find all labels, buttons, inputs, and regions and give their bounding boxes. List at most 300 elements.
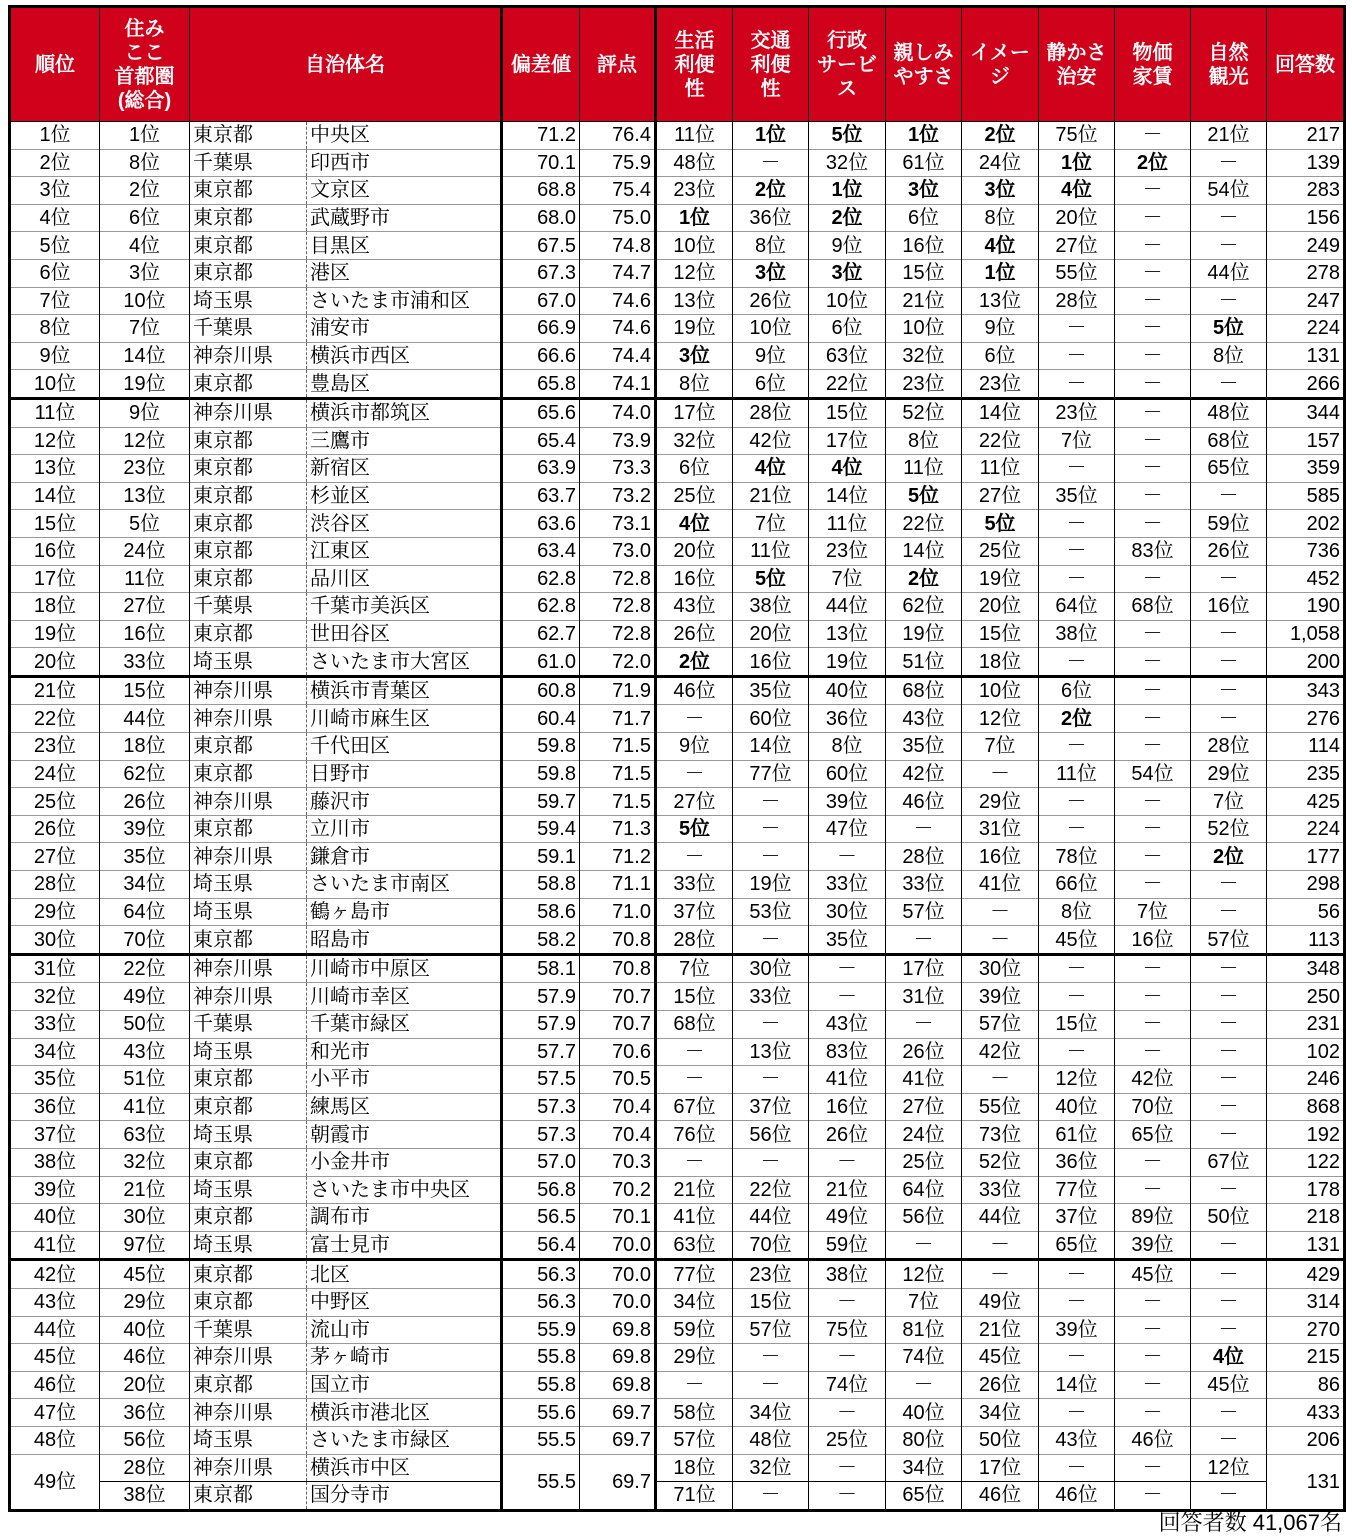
cell-score: 69.8 (580, 1316, 656, 1344)
cell-transport: 22位 (733, 1176, 809, 1204)
cell-convenience: 46位 (656, 676, 733, 705)
cell-rank: 1位 (10, 122, 100, 150)
cell-price-rent: － (1115, 843, 1191, 871)
cell-transport: 23位 (733, 1260, 809, 1289)
table-row (10, 705, 1345, 733)
cell-friendliness: 28位 (886, 843, 962, 871)
cell-score: 69.7 (580, 1454, 656, 1510)
cell-score: 74.6 (580, 287, 656, 315)
cell-convenience: 29位 (656, 1344, 733, 1372)
cell-overall-rank: 33位 (100, 648, 190, 677)
cell-score: 74.6 (580, 315, 656, 343)
cell-city: さいたま市大宮区 (307, 648, 502, 677)
cell-city: 立川市 (307, 815, 502, 843)
cell-admin-service: 44位 (809, 593, 886, 621)
cell-prefecture: 神奈川県 (190, 954, 307, 983)
cell-overall-rank: 15位 (100, 676, 190, 705)
cell-score: 69.7 (580, 1399, 656, 1427)
cell-transport: 3位 (733, 259, 809, 287)
cell-prefecture: 東京都 (190, 565, 307, 593)
cell-overall-rank: 18位 (100, 733, 190, 761)
table-row (10, 315, 1345, 343)
cell-prefecture: 東京都 (190, 122, 307, 150)
cell-price-rent: 39位 (1115, 1231, 1191, 1260)
cell-convenience: － (656, 1066, 733, 1094)
cell-deviation: 58.6 (502, 898, 580, 926)
cell-nature-tourism: 50位 (1191, 1204, 1267, 1232)
cell-price-rent: 68位 (1115, 593, 1191, 621)
cell-overall-rank: 1位 (100, 122, 190, 150)
cell-responses: 177 (1267, 843, 1345, 871)
cell-nature-tourism: － (1191, 1066, 1267, 1094)
cell-image: 15位 (962, 620, 1039, 648)
cell-deviation: 60.8 (502, 676, 580, 705)
cell-transport: － (733, 788, 809, 816)
cell-quiet-safety: 28位 (1039, 287, 1115, 315)
cell-transport: 13位 (733, 1038, 809, 1066)
cell-city: 小金井市 (307, 1148, 502, 1176)
cell-price-rent: － (1115, 1011, 1191, 1039)
cell-deviation: 63.4 (502, 537, 580, 565)
cell-friendliness: 56位 (886, 1204, 962, 1232)
cell-rank: 28位 (10, 871, 100, 899)
cell-overall-rank: 11位 (100, 565, 190, 593)
cell-transport: 28位 (733, 398, 809, 427)
cell-nature-tourism: 57位 (1191, 926, 1267, 955)
cell-nature-tourism: － (1191, 648, 1267, 677)
cell-price-rent: － (1115, 1288, 1191, 1316)
cell-transport: － (733, 1066, 809, 1094)
header-image: イメー ジ (962, 7, 1039, 122)
cell-deviation: 56.3 (502, 1260, 580, 1289)
cell-image: 4位 (962, 232, 1039, 260)
cell-city: 茅ヶ崎市 (307, 1344, 502, 1372)
cell-rank: 46位 (10, 1371, 100, 1399)
cell-nature-tourism: － (1191, 1399, 1267, 1427)
table-row (10, 427, 1345, 455)
cell-admin-service: 33位 (809, 871, 886, 899)
cell-nature-tourism: 5位 (1191, 315, 1267, 343)
cell-nature-tourism: － (1191, 1038, 1267, 1066)
cell-quiet-safety: 20位 (1039, 204, 1115, 232)
cell-overall-rank: 70位 (100, 926, 190, 955)
cell-price-rent: － (1115, 1399, 1191, 1427)
cell-admin-service: 83位 (809, 1038, 886, 1066)
cell-score: 70.6 (580, 1038, 656, 1066)
table-row (10, 1204, 1345, 1232)
cell-price-rent: － (1115, 232, 1191, 260)
cell-prefecture: 埼玉県 (190, 1176, 307, 1204)
cell-nature-tourism: － (1191, 620, 1267, 648)
cell-city: 和光市 (307, 1038, 502, 1066)
cell-overall-rank: 62位 (100, 760, 190, 788)
cell-transport: － (733, 149, 809, 177)
header-quiet-safety: 静かさ 治安 (1039, 7, 1115, 122)
cell-responses: 190 (1267, 593, 1345, 621)
cell-transport: 16位 (733, 648, 809, 677)
cell-score: 70.2 (580, 1176, 656, 1204)
cell-prefecture: 東京都 (190, 537, 307, 565)
cell-convenience: 12位 (656, 259, 733, 287)
table-row (10, 843, 1345, 871)
cell-image: 52位 (962, 1148, 1039, 1176)
cell-responses: 425 (1267, 788, 1345, 816)
cell-friendliness: 35位 (886, 733, 962, 761)
cell-overall-rank: 43位 (100, 1038, 190, 1066)
cell-city: 新宿区 (307, 455, 502, 483)
cell-transport: － (733, 1148, 809, 1176)
cell-city: 文京区 (307, 177, 502, 205)
cell-quiet-safety: － (1039, 788, 1115, 816)
cell-friendliness: 43位 (886, 705, 962, 733)
cell-friendliness: 17位 (886, 954, 962, 983)
cell-overall-rank: 2位 (100, 177, 190, 205)
cell-responses: 113 (1267, 926, 1345, 955)
cell-prefecture: 神奈川県 (190, 788, 307, 816)
cell-admin-service: 25位 (809, 1426, 886, 1454)
cell-city: 千代田区 (307, 733, 502, 761)
cell-prefecture: 東京都 (190, 427, 307, 455)
table-row (10, 1011, 1345, 1039)
cell-score: 72.0 (580, 648, 656, 677)
cell-convenience: 33位 (656, 871, 733, 899)
cell-friendliness: 14位 (886, 537, 962, 565)
cell-responses: 298 (1267, 871, 1345, 899)
table-row (10, 1288, 1345, 1316)
cell-price-rent: 42位 (1115, 1066, 1191, 1094)
cell-rank: 33位 (10, 1011, 100, 1039)
cell-image: 26位 (962, 1371, 1039, 1399)
cell-prefecture: 東京都 (190, 455, 307, 483)
cell-responses: 247 (1267, 287, 1345, 315)
header-nature-tourism: 自然 観光 (1191, 7, 1267, 122)
cell-score: 75.4 (580, 177, 656, 205)
cell-image: － (962, 1231, 1039, 1260)
table-row (10, 565, 1345, 593)
cell-quiet-safety: 64位 (1039, 593, 1115, 621)
cell-deviation: 55.5 (502, 1426, 580, 1454)
cell-convenience: 6位 (656, 455, 733, 483)
cell-deviation: 66.9 (502, 315, 580, 343)
cell-prefecture: 東京都 (190, 815, 307, 843)
cell-prefecture: 埼玉県 (190, 1231, 307, 1260)
cell-prefecture: 東京都 (190, 733, 307, 761)
cell-prefecture: 埼玉県 (190, 898, 307, 926)
cell-admin-service: 59位 (809, 1231, 886, 1260)
cell-score: 71.2 (580, 843, 656, 871)
table-row (10, 455, 1345, 483)
cell-friendliness: 32位 (886, 342, 962, 370)
table-row (10, 342, 1345, 370)
cell-responses: 122 (1267, 1148, 1345, 1176)
cell-deviation: 66.6 (502, 342, 580, 370)
cell-responses: 359 (1267, 455, 1345, 483)
cell-price-rent: － (1115, 482, 1191, 510)
cell-price-rent: － (1115, 733, 1191, 761)
cell-convenience: 16位 (656, 565, 733, 593)
cell-convenience: 11位 (656, 122, 733, 150)
cell-quiet-safety: 23位 (1039, 398, 1115, 427)
ranking-table-wrapper (8, 5, 1343, 1512)
cell-convenience: － (656, 1148, 733, 1176)
cell-price-rent: － (1115, 177, 1191, 205)
cell-convenience: 76位 (656, 1121, 733, 1149)
cell-price-rent: － (1115, 648, 1191, 677)
cell-prefecture: 神奈川県 (190, 1344, 307, 1372)
cell-convenience: 57位 (656, 1426, 733, 1454)
cell-overall-rank: 34位 (100, 871, 190, 899)
cell-transport: 32位 (733, 1454, 809, 1482)
cell-prefecture: 埼玉県 (190, 1038, 307, 1066)
cell-friendliness: 1位 (886, 122, 962, 150)
cell-city: 三鷹市 (307, 427, 502, 455)
cell-friendliness: 80位 (886, 1426, 962, 1454)
cell-price-rent: － (1115, 370, 1191, 399)
cell-quiet-safety: － (1039, 733, 1115, 761)
cell-quiet-safety: 40位 (1039, 1093, 1115, 1121)
cell-friendliness: 74位 (886, 1344, 962, 1372)
cell-responses: 178 (1267, 1176, 1345, 1204)
cell-quiet-safety: 61位 (1039, 1121, 1115, 1149)
cell-deviation: 62.8 (502, 593, 580, 621)
cell-quiet-safety: 2位 (1039, 705, 1115, 733)
cell-admin-service: 63位 (809, 342, 886, 370)
cell-nature-tourism: － (1191, 370, 1267, 399)
cell-overall-rank: 22位 (100, 954, 190, 983)
cell-overall-rank: 39位 (100, 815, 190, 843)
cell-prefecture: 神奈川県 (190, 342, 307, 370)
cell-rank: 12位 (10, 427, 100, 455)
cell-quiet-safety: 15位 (1039, 1011, 1115, 1039)
cell-city: 川崎市麻生区 (307, 705, 502, 733)
cell-deviation: 63.9 (502, 455, 580, 483)
cell-nature-tourism: － (1191, 1011, 1267, 1039)
cell-nature-tourism: － (1191, 565, 1267, 593)
cell-image: 14位 (962, 398, 1039, 427)
cell-score: 70.0 (580, 1231, 656, 1260)
cell-overall-rank: 28位 (100, 1454, 190, 1482)
cell-friendliness: 23位 (886, 370, 962, 399)
cell-friendliness: 8位 (886, 427, 962, 455)
cell-responses: 217 (1267, 122, 1345, 150)
cell-image: 20位 (962, 593, 1039, 621)
cell-image: 6位 (962, 342, 1039, 370)
cell-admin-service: 9位 (809, 232, 886, 260)
cell-overall-rank: 35位 (100, 843, 190, 871)
cell-rank: 2位 (10, 149, 100, 177)
cell-deviation: 57.3 (502, 1121, 580, 1149)
cell-responses: 139 (1267, 149, 1345, 177)
cell-transport: － (733, 1482, 809, 1511)
cell-friendliness: 16位 (886, 232, 962, 260)
cell-overall-rank: 7位 (100, 315, 190, 343)
cell-score: 73.1 (580, 510, 656, 538)
cell-admin-service: － (809, 1454, 886, 1482)
cell-transport: 14位 (733, 733, 809, 761)
cell-deviation: 56.5 (502, 1204, 580, 1232)
cell-friendliness: 51位 (886, 648, 962, 677)
cell-city: 藤沢市 (307, 788, 502, 816)
cell-overall-rank: 6位 (100, 204, 190, 232)
header-deviation: 偏差値 (502, 7, 580, 122)
cell-rank: 31位 (10, 954, 100, 983)
table-row (10, 287, 1345, 315)
cell-score: 69.8 (580, 1344, 656, 1372)
cell-friendliness: － (886, 815, 962, 843)
cell-overall-rank: 9位 (100, 398, 190, 427)
table-row (10, 1316, 1345, 1344)
cell-deviation: 68.8 (502, 177, 580, 205)
cell-deviation: 58.1 (502, 954, 580, 983)
cell-deviation: 55.8 (502, 1371, 580, 1399)
cell-price-rent: － (1115, 1176, 1191, 1204)
cell-transport: 70位 (733, 1231, 809, 1260)
cell-score: 70.7 (580, 1011, 656, 1039)
cell-friendliness: 34位 (886, 1454, 962, 1482)
cell-rank: 22位 (10, 705, 100, 733)
cell-rank: 11位 (10, 398, 100, 427)
cell-price-rent: 16位 (1115, 926, 1191, 955)
cell-nature-tourism: 8位 (1191, 342, 1267, 370)
cell-transport: 48位 (733, 1426, 809, 1454)
cell-quiet-safety: 55位 (1039, 259, 1115, 287)
cell-overall-rank: 26位 (100, 788, 190, 816)
cell-overall-rank: 5位 (100, 510, 190, 538)
cell-city: 日野市 (307, 760, 502, 788)
cell-nature-tourism: － (1191, 1121, 1267, 1149)
cell-city: 朝霞市 (307, 1121, 502, 1149)
cell-responses: 86 (1267, 1371, 1345, 1399)
cell-nature-tourism: － (1191, 204, 1267, 232)
cell-score: 75.9 (580, 149, 656, 177)
header-friendliness: 親しみ やすさ (886, 7, 962, 122)
table-row (10, 510, 1345, 538)
cell-quiet-safety: 8位 (1039, 898, 1115, 926)
cell-responses: 114 (1267, 733, 1345, 761)
cell-responses: 102 (1267, 1038, 1345, 1066)
cell-admin-service: 4位 (809, 455, 886, 483)
cell-prefecture: 東京都 (190, 232, 307, 260)
cell-convenience: 48位 (656, 149, 733, 177)
cell-prefecture: 東京都 (190, 1288, 307, 1316)
cell-transport: － (733, 843, 809, 871)
cell-image: 42位 (962, 1038, 1039, 1066)
cell-quiet-safety: 7位 (1039, 427, 1115, 455)
cell-rank: 7位 (10, 287, 100, 315)
cell-city: 横浜市中区 (307, 1454, 502, 1482)
cell-overall-rank: 23位 (100, 455, 190, 483)
cell-convenience: 43位 (656, 593, 733, 621)
cell-friendliness: 41位 (886, 1066, 962, 1094)
cell-admin-service: － (809, 1399, 886, 1427)
cell-responses: 157 (1267, 427, 1345, 455)
cell-score: 75.0 (580, 204, 656, 232)
cell-nature-tourism: － (1191, 1176, 1267, 1204)
cell-image: 45位 (962, 1344, 1039, 1372)
cell-rank: 34位 (10, 1038, 100, 1066)
cell-transport: 60位 (733, 705, 809, 733)
cell-rank: 37位 (10, 1121, 100, 1149)
cell-responses: 344 (1267, 398, 1345, 427)
cell-image: 33位 (962, 1176, 1039, 1204)
table-row (10, 760, 1345, 788)
cell-overall-rank: 13位 (100, 482, 190, 510)
cell-admin-service: 21位 (809, 1176, 886, 1204)
cell-image: 29位 (962, 788, 1039, 816)
cell-city: 昭島市 (307, 926, 502, 955)
cell-nature-tourism: － (1191, 705, 1267, 733)
cell-overall-rank: 97位 (100, 1231, 190, 1260)
cell-deviation: 61.0 (502, 648, 580, 677)
cell-responses: 868 (1267, 1093, 1345, 1121)
cell-convenience: 19位 (656, 315, 733, 343)
cell-score: 70.0 (580, 1260, 656, 1289)
cell-overall-rank: 20位 (100, 1371, 190, 1399)
cell-price-rent: － (1115, 871, 1191, 899)
cell-friendliness: 11位 (886, 455, 962, 483)
cell-city: 鎌倉市 (307, 843, 502, 871)
cell-city: 北区 (307, 1260, 502, 1289)
cell-convenience: 37位 (656, 898, 733, 926)
cell-score: 73.9 (580, 427, 656, 455)
cell-price-rent: － (1115, 954, 1191, 983)
cell-price-rent: － (1115, 455, 1191, 483)
cell-admin-service: 32位 (809, 149, 886, 177)
cell-rank: 4位 (10, 204, 100, 232)
cell-admin-service: 2位 (809, 204, 886, 232)
cell-transport: 8位 (733, 232, 809, 260)
cell-admin-service: 7位 (809, 565, 886, 593)
cell-admin-service: － (809, 983, 886, 1011)
cell-convenience: 17位 (656, 398, 733, 427)
cell-responses: 452 (1267, 565, 1345, 593)
cell-prefecture: 神奈川県 (190, 843, 307, 871)
cell-image: － (962, 1066, 1039, 1094)
cell-prefecture: 東京都 (190, 760, 307, 788)
cell-nature-tourism: － (1191, 1426, 1267, 1454)
cell-rank: 40位 (10, 1204, 100, 1232)
cell-prefecture: 千葉県 (190, 1011, 307, 1039)
cell-rank: 16位 (10, 537, 100, 565)
cell-image: 1位 (962, 259, 1039, 287)
cell-nature-tourism: － (1191, 482, 1267, 510)
table-row (10, 1148, 1345, 1176)
cell-city: 鶴ヶ島市 (307, 898, 502, 926)
cell-convenience: 13位 (656, 287, 733, 315)
cell-responses: 433 (1267, 1399, 1345, 1427)
header-rank: 順位 (10, 7, 100, 122)
cell-prefecture: 神奈川県 (190, 1454, 307, 1482)
cell-nature-tourism: － (1191, 871, 1267, 899)
table-row (10, 926, 1345, 955)
cell-price-rent: 89位 (1115, 1204, 1191, 1232)
cell-prefecture: 千葉県 (190, 315, 307, 343)
cell-admin-service: 26位 (809, 1121, 886, 1149)
cell-friendliness: 61位 (886, 149, 962, 177)
cell-city: 浦安市 (307, 315, 502, 343)
cell-convenience: 26位 (656, 620, 733, 648)
cell-score: 74.7 (580, 259, 656, 287)
cell-rank: 26位 (10, 815, 100, 843)
cell-quiet-safety: 1位 (1039, 149, 1115, 177)
table-row (10, 537, 1345, 565)
table-row (10, 398, 1345, 427)
cell-nature-tourism: 16位 (1191, 593, 1267, 621)
cell-rank: 48位 (10, 1426, 100, 1454)
cell-admin-service: 1位 (809, 177, 886, 205)
cell-image: 11位 (962, 455, 1039, 483)
cell-transport: 4位 (733, 455, 809, 483)
